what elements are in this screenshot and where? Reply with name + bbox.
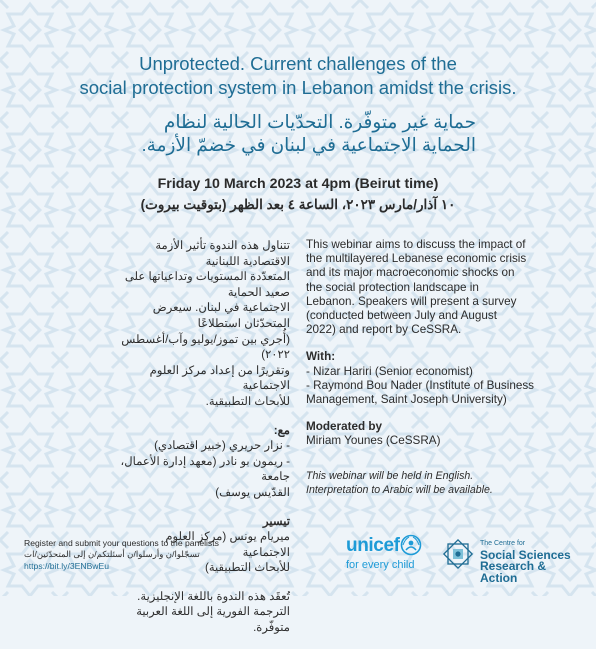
english-about: This webinar aims to discuss the impact of the multilayered Lebanese economic crisis and its major macroeconomic shocks on the social protection landscape in Lebanon. Speakers will present a survey (conducted between July and August 2022) and report by CeSSRA. [306, 238, 527, 337]
with-label: With: [306, 350, 336, 364]
title-english: Unprotected. Current challenges of the social protection system in Lebanon amidst the crisis. [79, 53, 517, 98]
title-arabic: حماية غير متوفّرة. التحدّيات الحالية لنظام الحماية الاجتماعية في لبنان في خضمّ الأزمة. [141, 111, 476, 155]
english-language-note: This webinar will be held in English. Interpretation to Arabic will be available. [306, 469, 493, 496]
unicef-logo: unicef for every child [346, 535, 414, 571]
arabic-speakers: مع: - نزار حريري (خبير اقتصادي) - ريمون بو نادر (معهد إدارة الأعمال، جامعة القدّيس يوسف) [120, 423, 290, 499]
registration-link[interactable]: https://bit.ly/3ENBwEu [24, 560, 110, 571]
unicef-emblem-icon [400, 534, 422, 556]
arabic-language-note: تُعقَد هذه الندوة باللغة الإنجليزية. الترجمة الفورية إلى اللغة العربية متوفّرة. [136, 589, 290, 635]
arabic-description-column [118, 238, 290, 649]
english-speakers: With: - Nizar Hariri (Senior economist) - Raymond Bou Nader (Institute of Business Management, Saint Joseph University) [306, 350, 576, 407]
english-moderator: Moderated by Miriam Younes (CeSSRA) [306, 420, 576, 448]
event-date-english: Friday 10 March 2023 at 4pm (Beirut time) [157, 176, 439, 192]
event-date-arabic: ١٠ آذار/مارس ٢٠٢٣، الساعة ٤ بعد الظهر (بتوقيت بيروت) [140, 197, 456, 212]
arabic-moderator: تيسير ميريام يونس (مركز العلوم الاجتماعية للأبحاث التطبيقية) [165, 514, 290, 575]
registration-info: Register and submit your questions to the panelists تسجّلوا/ن وأرسلوا/ن أسئلتكم/ن إلى المتحدّثين/ات https://bit.ly/3ENBwEu [24, 538, 219, 571]
cessra-emblem-icon [440, 536, 476, 572]
cessra-logo: The Centre for Social Sciences Research & Action [440, 532, 580, 576]
arabic-about: تتناول هذه الندوة تأثير الأزمة الاقتصادية اللبنانية المتعدّدة المستويات وتداعياتها على صعيد الحماية الاجتماعية في لبنان. سيعرض المتحدّثان استطلاعًا (أُجري بين تموز/يوليو وآب/أغسطس ٢٠٢٢) وتقريرًا من إعداد مركز العلوم الاجتماعية للأبحاث التطبيقية. [121, 239, 290, 408]
english-description-column [306, 238, 576, 510]
moderated-label: Moderated by [306, 420, 382, 434]
